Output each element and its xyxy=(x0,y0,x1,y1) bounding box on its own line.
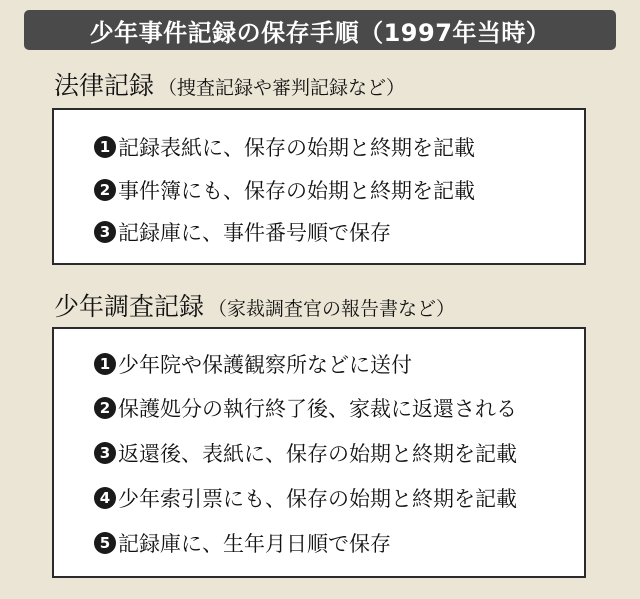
step-number-badge: 5 xyxy=(94,532,116,554)
step-text: 少年院や保護観察所などに送付 xyxy=(118,353,412,377)
step-text: 少年索引票にも、保存の始期と終期を記載 xyxy=(118,487,517,511)
step-number-badge: 3 xyxy=(94,442,116,464)
section-heading-legal-records xyxy=(54,66,405,102)
step-item xyxy=(94,217,391,247)
step-text: 返還後、表紙に、保存の始期と終期を記載 xyxy=(118,442,517,466)
section-title: 少年調査記録 xyxy=(54,292,205,321)
step-item xyxy=(94,175,475,205)
step-text: 保護処分の執行終了後、家裁に返還される xyxy=(118,397,517,421)
page-title: 少年事件記録の保存手順（1997年当時） xyxy=(89,18,551,47)
juvenile-records-steps-box xyxy=(52,327,586,578)
section-subtitle: （捜査記録や審判記録など） xyxy=(158,77,406,99)
step-number-badge: 4 xyxy=(94,487,116,509)
step-item xyxy=(94,483,517,513)
step-number-badge: 3 xyxy=(94,221,116,243)
title-bar xyxy=(24,10,616,50)
step-item xyxy=(94,528,391,558)
section-heading-juvenile-investigation-records xyxy=(54,287,455,323)
step-number-badge: 2 xyxy=(94,179,116,201)
step-item xyxy=(94,132,475,162)
step-number-badge: 2 xyxy=(94,397,116,419)
legal-records-steps-box xyxy=(52,108,586,265)
step-item xyxy=(94,349,412,379)
step-number-badge: 1 xyxy=(94,353,116,375)
section-subtitle: （家裁調査官の報告書など） xyxy=(208,298,456,320)
step-text: 記録表紙に、保存の始期と終期を記載 xyxy=(118,136,475,160)
step-text: 記録庫に、生年月日順で保存 xyxy=(118,532,391,556)
step-item xyxy=(94,438,517,468)
step-text: 記録庫に、事件番号順で保存 xyxy=(118,221,391,245)
step-text: 事件簿にも、保存の始期と終期を記載 xyxy=(118,179,475,203)
section-title: 法律記録 xyxy=(54,71,155,100)
step-item xyxy=(94,393,517,423)
step-number-badge: 1 xyxy=(94,136,116,158)
